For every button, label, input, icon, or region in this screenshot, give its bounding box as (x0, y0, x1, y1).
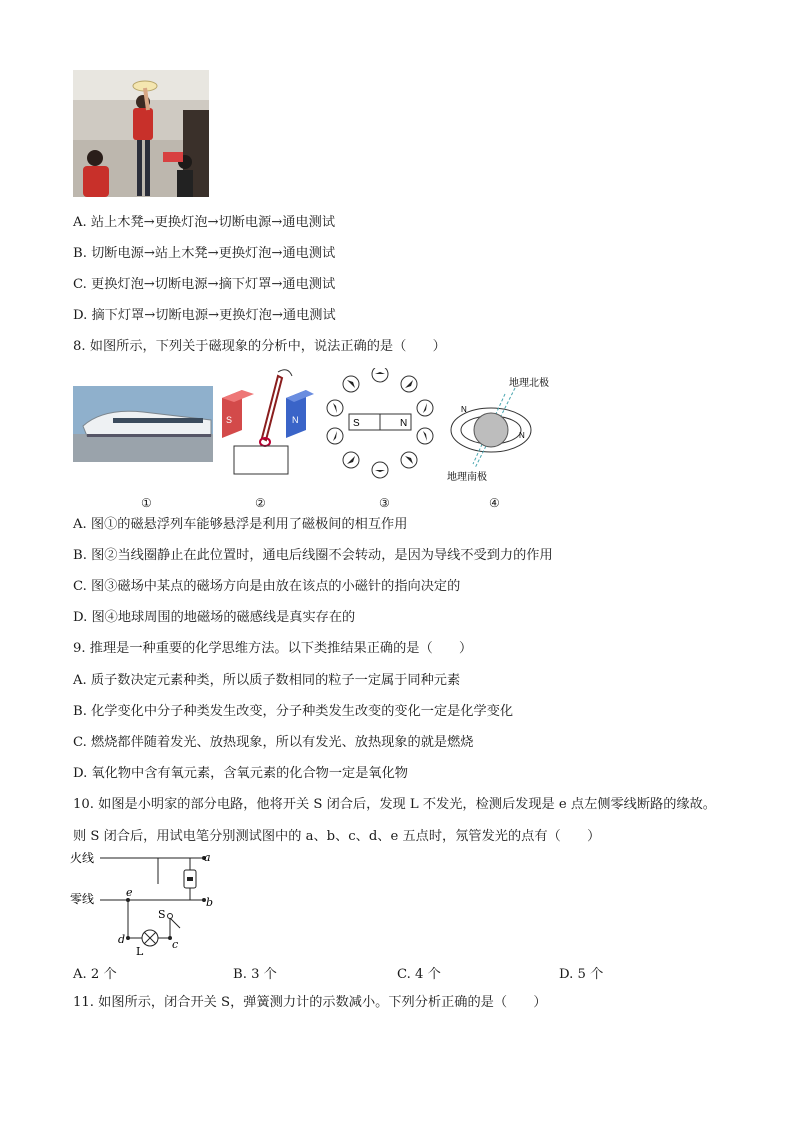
coil-in-magnetic-field-diagram (218, 368, 318, 480)
q11-stem: 11. 如图所示，闭合开关 S，弹簧测力计的示数减小。下列分析正确的是（ ） (73, 995, 547, 1010)
fig2-label: ② (255, 496, 266, 510)
lamp-l-label: L (136, 945, 144, 958)
q8-option-c: C. 图③磁场中某点的磁场方向是由放在该点的小磁针的指向决定的 (73, 579, 461, 594)
neutral-wire-label: 零线 (70, 892, 95, 906)
bar-magnet-compass-diagram (323, 368, 437, 480)
switch-s-label: S (158, 908, 166, 921)
q8-figures (73, 368, 573, 513)
q7-option-d: D. 摘下灯罩→切断电源→更换灯泡→通电测试 (73, 308, 336, 323)
live-wire-label: 火线 (70, 851, 95, 865)
q8-stem: 8. 如图所示，下列关于磁现象的分析中，说法正确的是（ ） (73, 339, 446, 354)
point-d-label: d (118, 933, 126, 946)
fig3-label: ③ (379, 496, 390, 510)
bar-magnet-n-label: N (400, 418, 408, 429)
q10-stem-line2: 则 S 闭合后，用试电笔分别测试图中的 a、b、c、d、e 五点时，氖管发光的点有（ ） (73, 829, 601, 844)
q10-option-d: D. 5 个 (559, 967, 604, 982)
point-e-label: e (126, 886, 133, 899)
bar-magnet-s-label: S (353, 418, 360, 429)
q7-option-a: A. 站上木凳→更换灯泡→切断电源→通电测试 (73, 215, 336, 230)
q8-option-d: D. 图④地球周围的地磁场的磁感线是真实存在的 (73, 610, 356, 625)
q10-option-a: A. 2 个 (73, 967, 117, 982)
q8-option-b: B. 图②当线圈静止在此位置时，通电后线圈不会转动，是因为导线不受到力的作用 (73, 548, 553, 563)
q9-option-d: D. 氧化物中含有氧元素，含氧元素的化合物一定是氧化物 (73, 766, 408, 781)
svg-text:N: N (519, 431, 525, 440)
q8-option-a: A. 图①的磁悬浮列车能够悬浮是利用了磁极间的相互作用 (73, 517, 408, 532)
maglev-train-image (73, 386, 213, 462)
fig4-label: ④ (489, 496, 500, 510)
magnet-s-label: S (226, 415, 233, 425)
q9-option-a: A. 质子数决定元素种类，所以质子数相同的粒子一定属于同种元素 (73, 673, 461, 688)
geographic-north-label: 地理北极 (509, 378, 549, 389)
q10-stem-line1: 10. 如图是小明家的部分电路，他将开关 S 闭合后，发现 L 不发光，检测后发现是 e 点左侧零线断路的缘故。 (73, 797, 716, 812)
q7-option-c: C. 更换灯泡→切断电源→摘下灯罩→通电测试 (73, 277, 336, 292)
q9-option-b: B. 化学变化中分子种类发生改变，分子种类发生改变的变化一定是化学变化 (73, 704, 514, 719)
fig1-label: ① (141, 496, 152, 510)
geographic-south-label: 地理南极 (447, 472, 487, 483)
magnet-n-label: N (292, 415, 299, 425)
light-bulb-replacement-photo (73, 70, 209, 197)
q7-option-b: B. 切断电源→站上木凳→更换灯泡→通电测试 (73, 246, 336, 261)
household-circuit-diagram (70, 848, 220, 958)
point-a-label: a (204, 851, 211, 864)
q9-option-c: C. 燃烧都伴随着发光、放热现象，所以有发光、放热现象的就是燃烧 (73, 735, 474, 750)
point-c-label: c (172, 938, 179, 951)
svg-text:N: N (461, 405, 467, 414)
q10-option-c: C. 4 个 (397, 967, 441, 982)
q10-option-b: B. 3 个 (233, 967, 277, 982)
point-b-label: b (206, 896, 214, 909)
earth-magnetic-field-diagram (443, 368, 563, 486)
q9-stem: 9. 推理是一种重要的化学思维方法。以下类推结果正确的是（ ） (73, 641, 473, 656)
